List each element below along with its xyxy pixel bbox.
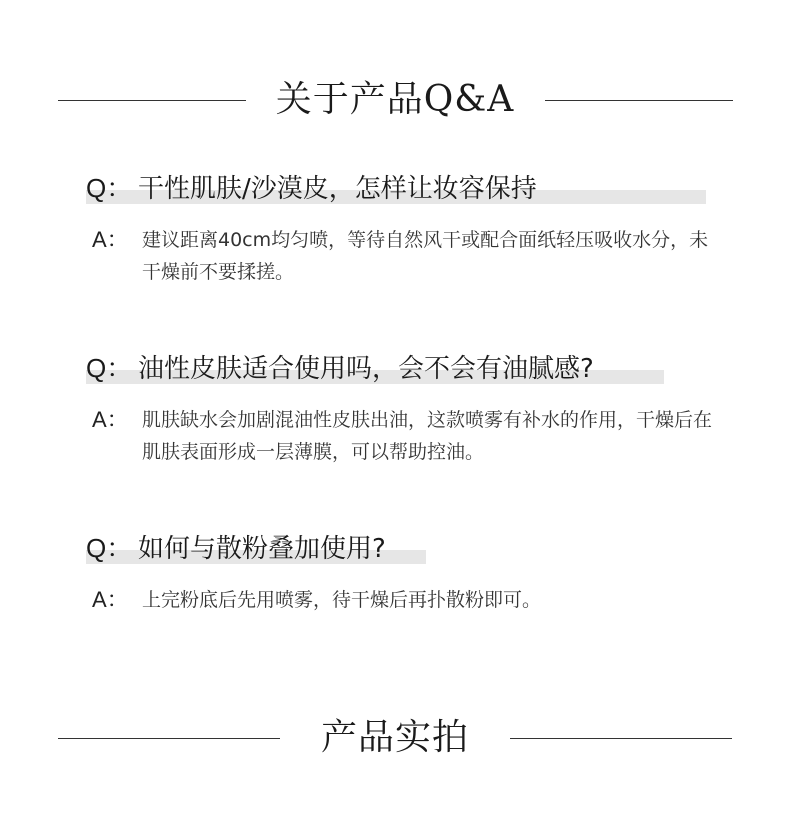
question-2 xyxy=(86,350,726,386)
qa-item-3 xyxy=(86,530,726,616)
answer-3 xyxy=(86,584,726,616)
answer-text: 肌肤缺水会加剧混油性皮肤出油，这款喷雾有补水的作用，干燥后在肌肤表面形成一层薄膜，可以帮助控油。 xyxy=(142,409,713,463)
answer-text: 上完粉底后先用喷雾，待干燥后再扑散粉即可。 xyxy=(142,589,542,611)
header-divider-right xyxy=(545,100,733,101)
answer-prefix: A： xyxy=(92,407,129,432)
qa-section-header xyxy=(0,70,790,130)
question-3 xyxy=(86,530,726,566)
question-text: 油性皮肤适合使用吗，会不会有油腻感? xyxy=(138,354,594,384)
answer-prefix: A： xyxy=(92,587,129,612)
answer-1 xyxy=(86,224,726,288)
question-text: 干性肌肤/沙漠皮，怎样让妆容保持 xyxy=(138,174,537,204)
qa-item-1 xyxy=(86,170,726,288)
photos-section-header xyxy=(0,708,790,768)
answer-text: 建议距离40cm均匀喷，等待自然风干或配合面纸轻压吸收水分，未干燥前不要揉搓。 xyxy=(142,229,709,283)
question-prefix: Q： xyxy=(86,533,133,563)
answer-prefix: A： xyxy=(92,227,129,252)
qa-item-2 xyxy=(86,350,726,468)
question-prefix: Q： xyxy=(86,173,133,203)
qa-section-title: 关于产品Q&A xyxy=(275,79,515,120)
question-prefix: Q： xyxy=(86,353,133,383)
answer-2 xyxy=(86,404,726,468)
header-divider-right xyxy=(510,738,732,739)
question-1 xyxy=(86,170,726,206)
photos-section-title: 产品实拍 xyxy=(320,717,469,758)
question-text: 如何与散粉叠加使用? xyxy=(138,534,386,564)
